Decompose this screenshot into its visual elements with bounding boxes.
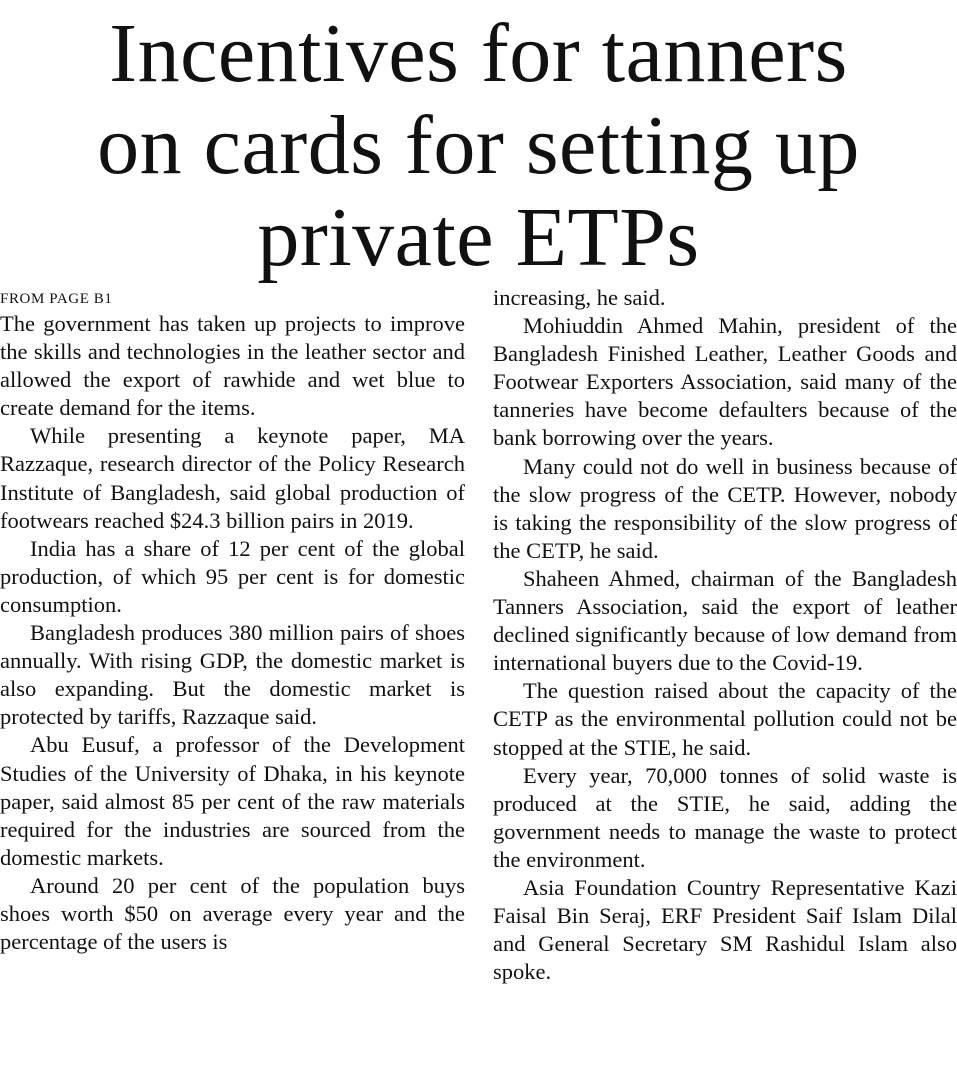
paragraph: Every year, 70,000 tonnes of solid waste is produced at the STIE, he said, adding the government needs to manage the waste to protect the environment. — [493, 762, 957, 872]
paragraph: Many could not do well in business because of the slow progress of the CETP. However, nobody is taking the responsibility of the slow progress of the CETP, he said. — [493, 453, 957, 563]
paragraph: India has a share of 12 per cent of the global production, of which 95 per cent is for domestic consumption. — [0, 535, 465, 617]
paragraph: Asia Foundation Country Representative Kazi Faisal Bin Seraj, ERF President Saif Islam Dilal and General Secretary SM Rashidul Islam also spoke. — [493, 874, 957, 985]
continuation-kicker: FROM PAGE B1 — [0, 291, 113, 307]
paragraph: Around 20 per cent of the population buys shoes worth $50 on average every year and the percentage of the users is — [0, 872, 465, 955]
paragraph: increasing, he said. — [493, 285, 666, 310]
paragraph: The question raised about the capacity of the CETP as the environmental pollution could not be stopped at the STIE, he said. — [493, 678, 957, 760]
headline-line-1: Incentives for tanners — [109, 7, 848, 100]
paragraph: While presenting a keynote paper, MA Razzaque, research director of the Policy Research Institute of Bangladesh, said global production of footwears reached $24.3 billion pairs in 2019. — [0, 423, 465, 533]
article-column-left — [0, 288, 465, 956]
headline-line-3: private ETPs — [257, 191, 700, 284]
paragraph: Mohiuddin Ahmed Mahin, president of the Bangladesh Finished Leather, Leather Goods and Footwear Exporters Association, said many of the tanneries have become defaulters because of the bank borrowing over the years. — [493, 313, 957, 451]
paragraph: Shaheen Ahmed, chairman of the Bangladesh Tanners Association, said the export of leather declined significantly because of low demand from international buyers due to the Covid-19. — [493, 565, 957, 676]
paragraph: The government has taken up projects to improve the skills and technologies in the leather sector and allowed the export of rawhide and wet blue to create demand for the items. — [0, 311, 465, 421]
paragraph: Bangladesh produces 380 million pairs of shoes annually. With rising GDP, the domestic market is also expanding. But the domestic market is protected by tariffs, Razzaque said. — [0, 620, 465, 730]
article-column-right — [493, 284, 957, 986]
headline-line-2: on cards for setting up — [97, 99, 860, 192]
paragraph: Abu Eusuf, a professor of the Development Studies of the University of Dhaka, in his keynote paper, said almost 85 per cent of the raw materials required for the industries are sourced from the domestic markets. — [0, 732, 465, 870]
headline — [0, 8, 957, 284]
